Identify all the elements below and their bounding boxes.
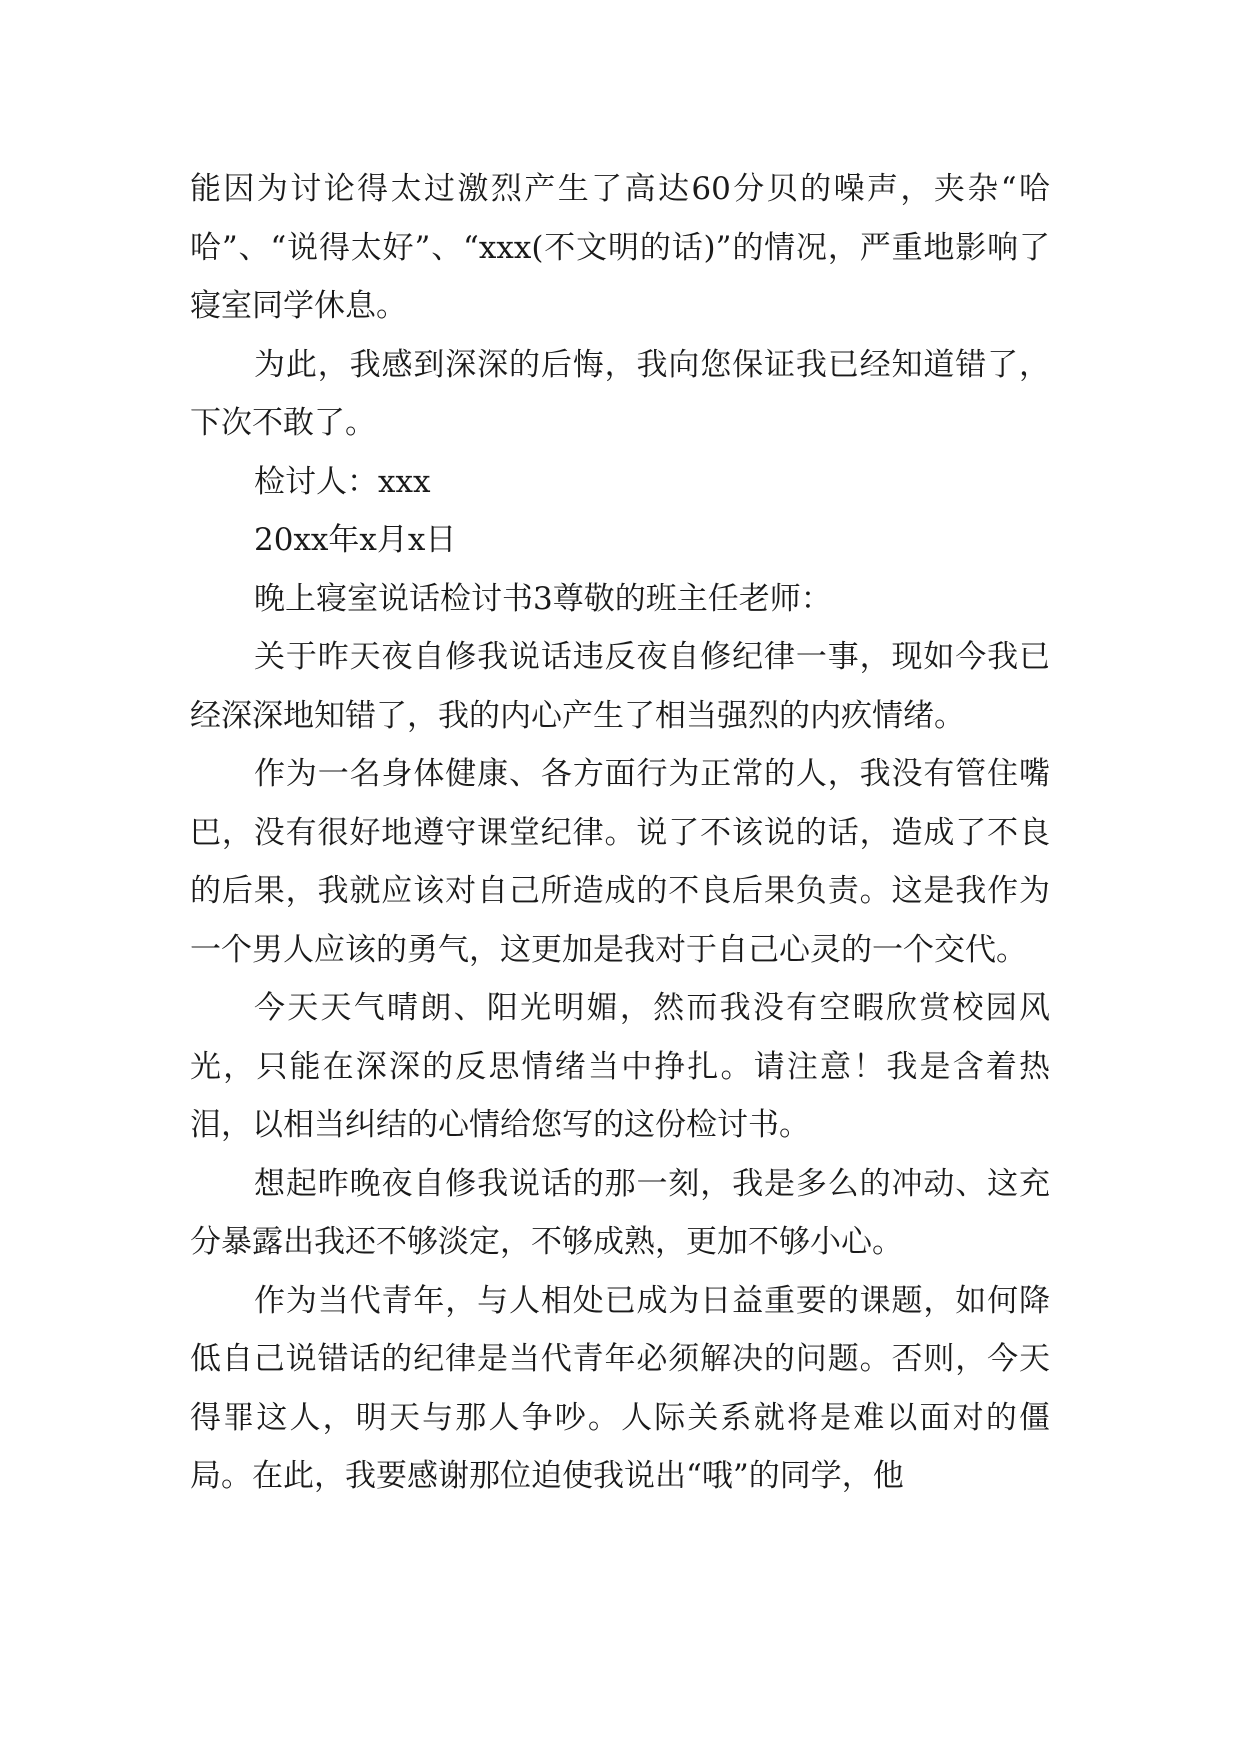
paragraph-10: 作为当代青年，与人相处已成为日益重要的课题，如何降低自己说错话的纪律是当代青年必须解决的问题。否则，今天得罪这人，明天与那人争吵。人际关系就将是难以面对的僵局。在此，我要感谢那位迫使我说出“哦”的同学，他: [190, 1282, 1050, 1494]
signature-line: 检讨人：xxx: [254, 463, 431, 500]
paragraph-2: 为此，我感到深深的后悔，我向您保证我已经知道错了，下次不敢了。: [190, 346, 1050, 441]
paragraph-6: 关于昨天夜自修我说话违反夜自修纪律一事，现如今我已经深深地知错了，我的内心产生了相当强烈的内疚情绪。: [190, 639, 1050, 734]
paragraph-8: 今天天气晴朗、阳光明媚，然而我没有空暇欣赏校园风光，只能在深深的反思情绪当中挣扎。请注意！我是含着热泪，以相当纠结的心情给您写的这份检讨书。: [190, 990, 1050, 1143]
document-body: [190, 160, 1050, 1506]
date-line: 20xx年x月x日: [254, 522, 457, 558]
paragraph-9: 想起昨晚夜自修我说话的那一刻，我是多么的冲动、这充分暴露出我还不够淡定，不够成熟，更加不够小心。: [190, 1165, 1050, 1260]
paragraph-1-continuation: 能因为讨论得太过激烈产生了高达60分贝的噪声，夹杂“哈哈”、“说得太好”、“xxx(不文明的话)”的情况，严重地影响了寝室同学休息。: [190, 171, 1050, 324]
paragraph-7: 作为一名身体健康、各方面行为正常的人，我没有管住嘴巴，没有很好地遵守课堂纪律。说了不该说的话，造成了不良的后果，我就应该对自己所造成的不良后果负责。这是我作为一个男人应该的勇气，这更加是我对于自己心灵的一个交代。: [190, 756, 1050, 968]
section-heading: 晚上寝室说话检讨书3尊敬的班主任老师：: [254, 580, 832, 617]
